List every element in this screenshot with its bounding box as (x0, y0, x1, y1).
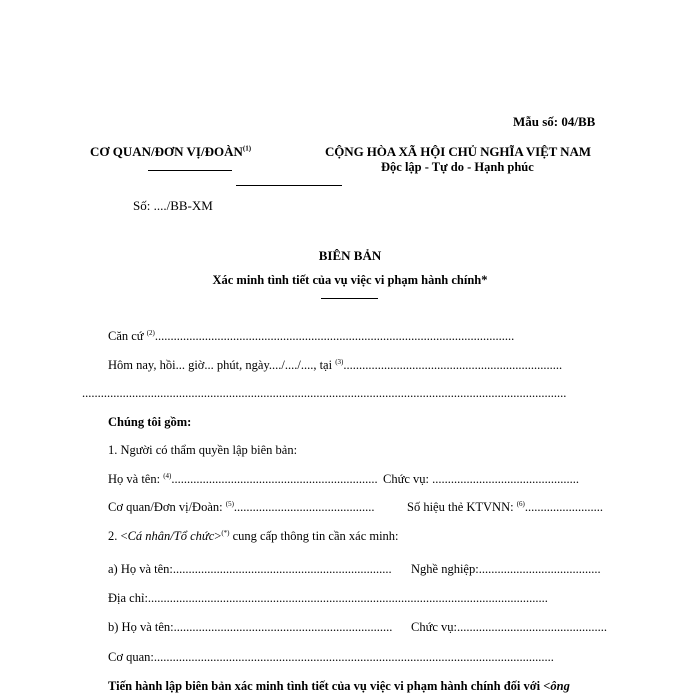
title-underline (321, 298, 378, 299)
co-quan-1-note: (5) (225, 499, 234, 508)
agency-note: (1) (242, 144, 252, 153)
b-ho-ten-line (108, 620, 392, 635)
dia-chi-line (108, 591, 548, 606)
last-line-bold: Tiến hành lập biên bản xác minh tình tiết của vụ việc vi phạm hành chính đối với (108, 679, 544, 693)
co-quan-1-line (108, 500, 375, 515)
agency-underline (148, 170, 232, 171)
chuc-vu-1-dots: ............................................... (432, 472, 580, 486)
hom-nay-label: Hôm nay, hồi... giờ... phút, ngày..../..../...., tại (108, 358, 333, 372)
co-quan-2-label: Cơ quan: (108, 650, 154, 664)
so-hieu-dots: ......................... (524, 500, 604, 514)
hom-nay-note: (3) (335, 357, 344, 366)
section2-rest: cung cấp thông tin cần xác minh: (229, 529, 399, 543)
motto: Độc lập - Tự do - Hạnh phúc (381, 160, 534, 174)
can-cu-line (108, 329, 514, 344)
dia-chi-dots: ................................................................................................................................ (147, 591, 548, 605)
so-hieu-note: (6) (516, 499, 525, 508)
chuc-vu-2-line (411, 620, 607, 635)
can-cu-label: Căn cứ (108, 329, 144, 343)
section2-prefix: 2. < (108, 529, 128, 543)
full-dots-line: ........................................................................................................................................................... (82, 386, 567, 400)
last-line (108, 679, 570, 694)
b-ho-ten-dots: ...................................................................... (173, 620, 393, 634)
so-hieu-line (407, 500, 603, 515)
section2-italic: Cá nhân/Tổ chức (127, 529, 215, 543)
ho-ten-1-dots: .................................................................. (171, 472, 378, 486)
doc-number: Số: ..../BB-XM (133, 198, 213, 213)
dia-chi-label: Địa chỉ: (108, 591, 148, 605)
chuc-vu-2-dots: ................................................ (457, 620, 608, 634)
form-number: Mẫu số: 04/BB (513, 114, 596, 129)
b-ho-ten-label: b) Họ và tên: (108, 620, 174, 634)
last-line-italic: <ông (543, 679, 570, 693)
ho-ten-1-label: Họ và tên: (108, 472, 161, 486)
co-quan-2-dots: ................................................................................................................................ (153, 650, 554, 664)
ho-ten-1-note: (4) (163, 471, 172, 480)
so-hieu-label: Số hiệu thẻ KTVNN: (407, 500, 514, 514)
section1-heading: 1. Người có thẩm quyền lập biên bản: (108, 443, 298, 457)
can-cu-dots: ................................................................................................................... (154, 329, 515, 343)
hom-nay-line (108, 358, 562, 373)
section2-heading (108, 529, 399, 544)
a-ho-ten-label: a) Họ và tên: (108, 562, 173, 576)
doc-title: BIÊN BẢN (318, 248, 382, 263)
nghe-nghiep-label: Nghề nghiệp: (411, 562, 479, 576)
can-cu-note: (2) (146, 328, 155, 337)
agency-label-text: CƠ QUAN/ĐƠN VỊ/ĐOÀN (90, 144, 243, 159)
ho-ten-1-line (108, 472, 378, 487)
co-quan-1-dots: ............................................. (233, 500, 375, 514)
section2-note: (*) (221, 528, 230, 537)
agency-label (90, 144, 251, 160)
doc-subtitle: Xác minh tình tiết của vụ việc vi phạm hành chính* (212, 273, 488, 287)
motto-underline (236, 185, 342, 186)
section2-bracket: > (214, 529, 222, 543)
co-quan-2-line (108, 650, 554, 665)
co-quan-1-label: Cơ quan/Đơn vị/Đoàn: (108, 500, 223, 514)
national-name: CỘNG HÒA XÃ HỘI CHỦ NGHĨA VIỆT NAM (325, 144, 591, 159)
nghe-nghiep-line (411, 562, 601, 577)
chuc-vu-1-label: Chức vụ: (383, 472, 430, 486)
nghe-nghiep-dots: ....................................... (478, 562, 601, 576)
chuc-vu-1-line (383, 472, 579, 487)
chung-toi-gom: Chúng tôi gồm: (108, 415, 192, 429)
a-ho-ten-dots: ...................................................................... (172, 562, 392, 576)
chuc-vu-2-label: Chức vụ: (411, 620, 458, 634)
hom-nay-dots: ...................................................................... (343, 358, 563, 372)
a-ho-ten-line (108, 562, 392, 577)
